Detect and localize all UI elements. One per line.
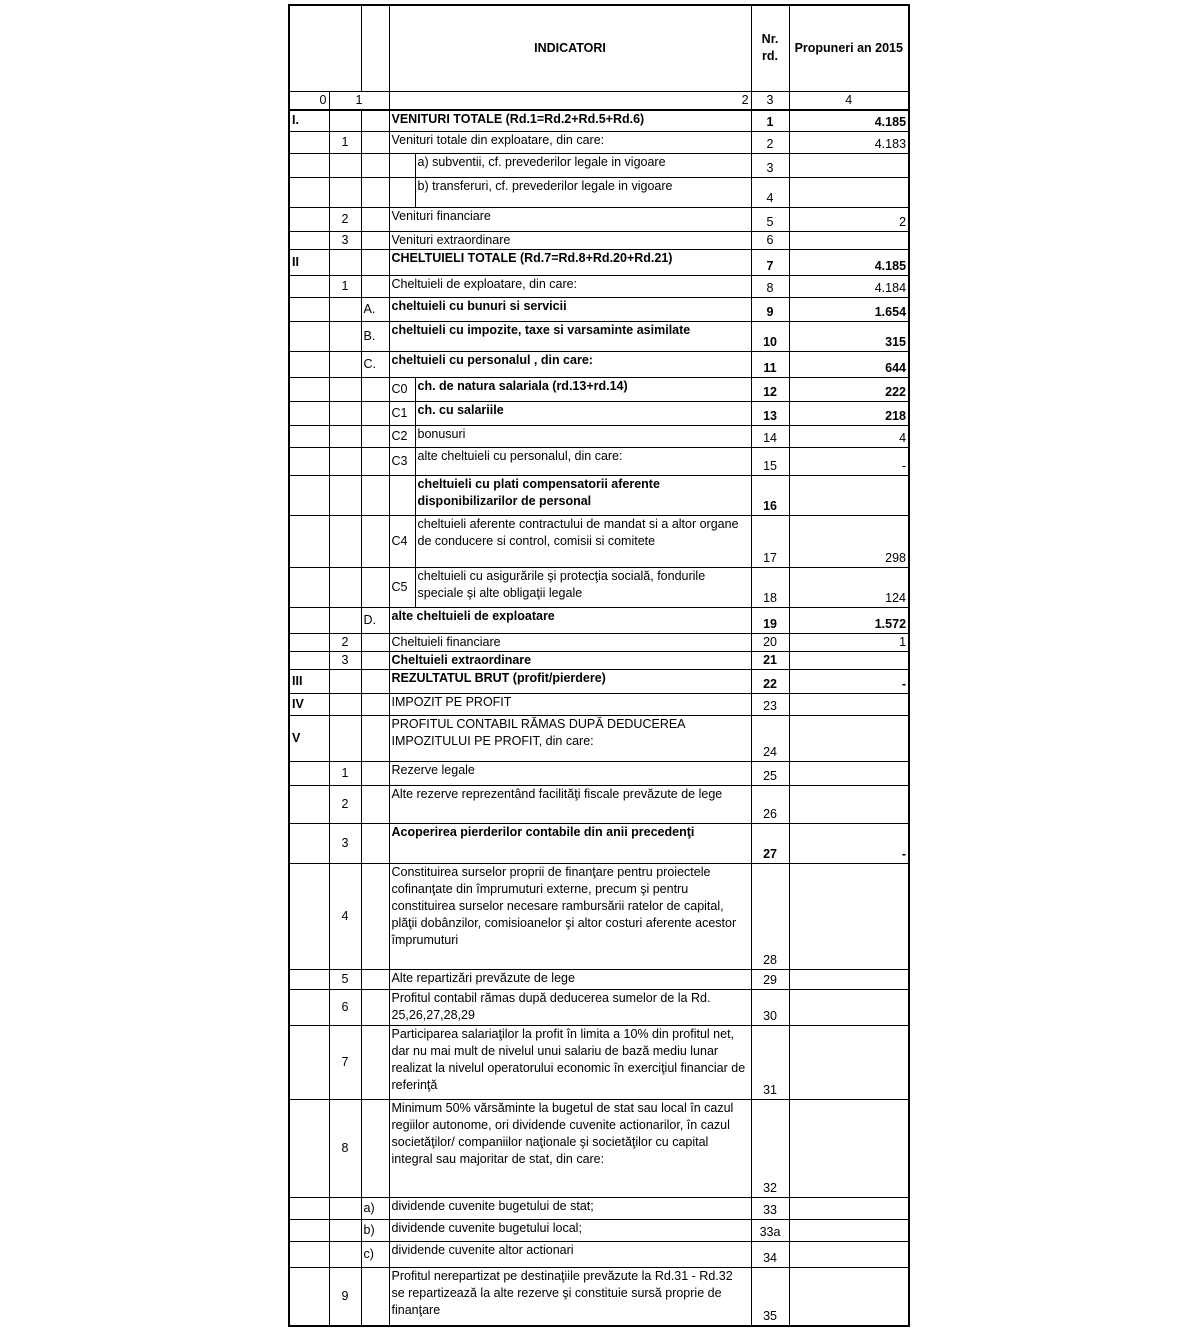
value-2015 — [789, 232, 909, 250]
section-number — [289, 276, 329, 298]
sub-code: C1 — [389, 402, 415, 426]
row-number: 8 — [751, 276, 789, 298]
item-number — [329, 322, 361, 352]
item-number — [329, 516, 361, 568]
value-2015 — [789, 1220, 909, 1242]
table-row — [289, 298, 909, 322]
row-number: 1 — [751, 110, 789, 132]
header-nr-rd: Nr. rd. — [751, 5, 789, 91]
row-number: 14 — [751, 426, 789, 448]
indicator-label: bonusuri — [415, 426, 751, 448]
sub-letter — [361, 426, 389, 448]
row-number: 5 — [751, 208, 789, 232]
table-row — [289, 694, 909, 716]
value-2015: 1.572 — [789, 608, 909, 634]
value-2015: 222 — [789, 378, 909, 402]
row-number: 35 — [751, 1268, 789, 1326]
row-number: 6 — [751, 232, 789, 250]
table-row — [289, 864, 909, 970]
row-number: 13 — [751, 402, 789, 426]
item-number — [329, 568, 361, 608]
sub-code — [389, 178, 415, 208]
indicator-label: ch. cu salariile — [415, 402, 751, 426]
row-number: 28 — [751, 864, 789, 970]
value-2015: 1 — [789, 634, 909, 652]
value-2015 — [789, 1100, 909, 1198]
section-number — [289, 634, 329, 652]
indicator-label: Venituri financiare — [389, 208, 751, 232]
row-number: 18 — [751, 568, 789, 608]
indicator-label: dividende cuvenite bugetului local; — [389, 1220, 751, 1242]
header-blank-2 — [361, 5, 389, 91]
item-number — [329, 670, 361, 694]
sub-letter — [361, 154, 389, 178]
indicator-label: cheltuieli cu plati compensatorii aferente disponibilizarilor de personal — [415, 476, 751, 516]
table-row — [289, 276, 909, 298]
table-row — [289, 250, 909, 276]
table-row — [289, 476, 909, 516]
sub-letter — [361, 990, 389, 1026]
section-number — [289, 132, 329, 154]
section-number — [289, 1242, 329, 1268]
section-number: IV — [289, 694, 329, 716]
table-row — [289, 154, 909, 178]
section-number — [289, 232, 329, 250]
indicator-label: cheltuieli aferente contractului de mandat si a altor organe de conducere si control, comisii si comitete — [415, 516, 751, 568]
section-number — [289, 1220, 329, 1242]
sub-letter — [361, 1268, 389, 1326]
value-2015 — [789, 178, 909, 208]
section-number — [289, 970, 329, 990]
value-2015: - — [789, 448, 909, 476]
section-number — [289, 786, 329, 824]
sub-code: C3 — [389, 448, 415, 476]
section-number — [289, 608, 329, 634]
table-row — [289, 232, 909, 250]
header-row — [289, 5, 909, 91]
section-number — [289, 476, 329, 516]
value-2015 — [789, 716, 909, 762]
table-row — [289, 378, 909, 402]
row-number: 21 — [751, 652, 789, 670]
sub-letter: b) — [361, 1220, 389, 1242]
item-number — [329, 476, 361, 516]
sub-letter: B. — [361, 322, 389, 352]
item-number — [329, 250, 361, 276]
sub-letter: A. — [361, 298, 389, 322]
sub-letter — [361, 232, 389, 250]
item-number: 2 — [329, 786, 361, 824]
table-row — [289, 208, 909, 232]
row-number: 17 — [751, 516, 789, 568]
section-number — [289, 824, 329, 864]
row-number: 29 — [751, 970, 789, 990]
value-2015 — [789, 864, 909, 970]
indicator-label: Venituri totale din exploatare, din care: — [389, 132, 751, 154]
table-row — [289, 1242, 909, 1268]
item-number: 9 — [329, 1268, 361, 1326]
indicator-label: REZULTATUL BRUT (profit/pierdere) — [389, 670, 751, 694]
value-2015 — [789, 786, 909, 824]
sub-letter — [361, 402, 389, 426]
table-row — [289, 824, 909, 864]
sub-letter — [361, 110, 389, 132]
row-number: 11 — [751, 352, 789, 378]
value-2015 — [789, 990, 909, 1026]
indicator-label: IMPOZIT PE PROFIT — [389, 694, 751, 716]
table-row — [289, 178, 909, 208]
value-2015 — [789, 694, 909, 716]
item-number: 3 — [329, 824, 361, 864]
indicator-label: a) subventii, cf. prevederilor legale in vigoare — [415, 154, 751, 178]
value-2015: - — [789, 670, 909, 694]
section-number: II — [289, 250, 329, 276]
item-number: 6 — [329, 990, 361, 1026]
header-propuneri: Propuneri an 2015 — [789, 5, 909, 91]
col-index-1: 1 — [329, 91, 389, 110]
sub-letter — [361, 716, 389, 762]
indicator-label: cheltuieli cu asigurările şi protecţia socială, fondurile speciale şi alte obligaţii legale — [415, 568, 751, 608]
value-2015: 298 — [789, 516, 909, 568]
section-number — [289, 568, 329, 608]
col-index-2: 2 — [389, 91, 751, 110]
value-2015: 218 — [789, 402, 909, 426]
item-number — [329, 352, 361, 378]
row-number: 20 — [751, 634, 789, 652]
table-row — [289, 516, 909, 568]
table-row — [289, 1220, 909, 1242]
row-number: 7 — [751, 250, 789, 276]
section-number — [289, 208, 329, 232]
sub-letter — [361, 568, 389, 608]
value-2015: 4.185 — [789, 110, 909, 132]
section-number — [289, 1268, 329, 1326]
row-number: 31 — [751, 1026, 789, 1100]
indicator-label: Cheltuieli financiare — [389, 634, 751, 652]
indicator-label: Cheltuieli extraordinare — [389, 652, 751, 670]
table-row — [289, 786, 909, 824]
row-number: 33a — [751, 1220, 789, 1242]
sub-letter — [361, 516, 389, 568]
indicator-label: ch. de natura salariala (rd.13+rd.14) — [415, 378, 751, 402]
value-2015: 1.654 — [789, 298, 909, 322]
row-number: 25 — [751, 762, 789, 786]
sub-code: C2 — [389, 426, 415, 448]
indicator-label: b) transferuri, cf. prevederilor legale in vigoare — [415, 178, 751, 208]
item-number: 2 — [329, 208, 361, 232]
col-index-3: 3 — [751, 91, 789, 110]
item-number — [329, 448, 361, 476]
indicator-label: cheltuieli cu impozite, taxe si varsaminte asimilate — [389, 322, 751, 352]
row-number: 23 — [751, 694, 789, 716]
table-row — [289, 990, 909, 1026]
sub-letter: C. — [361, 352, 389, 378]
item-number — [329, 378, 361, 402]
item-number — [329, 608, 361, 634]
row-number: 33 — [751, 1198, 789, 1220]
sub-letter: D. — [361, 608, 389, 634]
sub-letter: a) — [361, 1198, 389, 1220]
section-number — [289, 1026, 329, 1100]
table-row — [289, 1268, 909, 1326]
table-row — [289, 568, 909, 608]
sub-code: C5 — [389, 568, 415, 608]
table-row — [289, 448, 909, 476]
section-number — [289, 178, 329, 208]
sub-letter — [361, 250, 389, 276]
value-2015: 4 — [789, 426, 909, 448]
table-row — [289, 110, 909, 132]
value-2015: 4.183 — [789, 132, 909, 154]
table-row — [289, 352, 909, 378]
value-2015 — [789, 762, 909, 786]
section-number — [289, 864, 329, 970]
item-number — [329, 426, 361, 448]
section-number: V — [289, 716, 329, 762]
table-row — [289, 1026, 909, 1100]
value-2015: 644 — [789, 352, 909, 378]
section-number — [289, 1100, 329, 1198]
indicator-label: dividende cuvenite bugetului de stat; — [389, 1198, 751, 1220]
row-number: 15 — [751, 448, 789, 476]
value-2015 — [789, 476, 909, 516]
indicator-label: Minimum 50% vărsăminte la bugetul de stat sau local în cazul regiilor autonome, ori dividende cuvenite actionarilor, în cazul societăţilor/ companiilor naţionale şi societăţilor cu capital integral sau majoritar de stat, din care: — [389, 1100, 751, 1198]
indicator-label: Alte repartizări prevăzute de lege — [389, 970, 751, 990]
sub-letter — [361, 448, 389, 476]
sub-letter — [361, 1026, 389, 1100]
value-2015 — [789, 1268, 909, 1326]
item-number: 3 — [329, 232, 361, 250]
row-number: 26 — [751, 786, 789, 824]
section-number — [289, 352, 329, 378]
table-row — [289, 652, 909, 670]
sub-letter — [361, 652, 389, 670]
indicator-label: Cheltuieli de exploatare, din care: — [389, 276, 751, 298]
item-number: 1 — [329, 132, 361, 154]
indicator-label: Participarea salariaţilor la profit în limita a 10% din profitul net, dar nu mai mult de nivelul unui salariu de bază mediu lunar realizat la nivelul operatorului economic în exerciţiul financiar de referinţă — [389, 1026, 751, 1100]
indicator-label: Profitul contabil rămas după deducerea sumelor de la Rd. 25,26,27,28,29 — [389, 990, 751, 1026]
item-number: 7 — [329, 1026, 361, 1100]
indicator-label: alte cheltuieli cu personalul, din care: — [415, 448, 751, 476]
col-index-4: 4 — [789, 91, 909, 110]
sub-letter — [361, 132, 389, 154]
item-number — [329, 1198, 361, 1220]
budget-table — [288, 4, 910, 1327]
row-number: 16 — [751, 476, 789, 516]
section-number — [289, 378, 329, 402]
section-number — [289, 426, 329, 448]
value-2015 — [789, 154, 909, 178]
item-number — [329, 1220, 361, 1242]
header-blank-1 — [329, 5, 361, 91]
indicator-label: cheltuieli cu personalul , din care: — [389, 352, 751, 378]
value-2015 — [789, 1026, 909, 1100]
value-2015: 4.184 — [789, 276, 909, 298]
item-number — [329, 154, 361, 178]
row-number: 2 — [751, 132, 789, 154]
indicator-label: alte cheltuieli de exploatare — [389, 608, 751, 634]
row-number: 3 — [751, 154, 789, 178]
row-number: 4 — [751, 178, 789, 208]
item-number: 1 — [329, 762, 361, 786]
sub-code — [389, 154, 415, 178]
item-number: 4 — [329, 864, 361, 970]
sub-letter — [361, 276, 389, 298]
row-number: 32 — [751, 1100, 789, 1198]
item-number: 8 — [329, 1100, 361, 1198]
item-number — [329, 1242, 361, 1268]
row-number: 9 — [751, 298, 789, 322]
section-number — [289, 448, 329, 476]
section-number — [289, 990, 329, 1026]
column-index-row — [289, 91, 909, 110]
header-indicatori: INDICATORI — [389, 5, 751, 91]
table-row — [289, 1198, 909, 1220]
section-number — [289, 516, 329, 568]
section-number — [289, 762, 329, 786]
table-row — [289, 670, 909, 694]
row-number: 12 — [751, 378, 789, 402]
indicator-label: PROFITUL CONTABIL RĂMAS DUPĂ DEDUCEREA IMPOZITULUI PE PROFIT, din care: — [389, 716, 751, 762]
indicator-label: cheltuieli cu bunuri si servicii — [389, 298, 751, 322]
sub-letter — [361, 178, 389, 208]
item-number — [329, 178, 361, 208]
indicator-label: Profitul nerepartizat pe destinaţiile prevăzute la Rd.31 - Rd.32 se repartizează la alte rezerve şi constituie sursă proprie de finanţare — [389, 1268, 751, 1326]
sub-letter — [361, 970, 389, 990]
table-row — [289, 608, 909, 634]
section-number — [289, 402, 329, 426]
table-row — [289, 132, 909, 154]
sub-letter — [361, 1100, 389, 1198]
header-blank-0 — [289, 5, 329, 91]
sub-letter — [361, 634, 389, 652]
sub-letter — [361, 864, 389, 970]
value-2015 — [789, 1198, 909, 1220]
section-number: III — [289, 670, 329, 694]
sub-letter: c) — [361, 1242, 389, 1268]
row-number: 22 — [751, 670, 789, 694]
section-number — [289, 322, 329, 352]
indicator-label: CHELTUIELI TOTALE (Rd.7=Rd.8+Rd.20+Rd.21) — [389, 250, 751, 276]
table-row — [289, 970, 909, 990]
indicator-label: Venituri extraordinare — [389, 232, 751, 250]
item-number: 2 — [329, 634, 361, 652]
sub-letter — [361, 694, 389, 716]
col-index-0: 0 — [289, 91, 329, 110]
indicator-label: Alte rezerve reprezentând facilităţi fiscale prevăzute de lege — [389, 786, 751, 824]
value-2015: - — [789, 824, 909, 864]
table-row — [289, 1100, 909, 1198]
table-row — [289, 762, 909, 786]
sub-letter — [361, 824, 389, 864]
item-number — [329, 694, 361, 716]
row-number: 27 — [751, 824, 789, 864]
row-number: 30 — [751, 990, 789, 1026]
value-2015 — [789, 970, 909, 990]
sub-code — [389, 476, 415, 516]
section-number — [289, 154, 329, 178]
table-row — [289, 716, 909, 762]
sub-letter — [361, 378, 389, 402]
row-number: 34 — [751, 1242, 789, 1268]
table-row — [289, 426, 909, 448]
indicator-label: Rezerve legale — [389, 762, 751, 786]
section-number — [289, 1198, 329, 1220]
indicator-label: VENITURI TOTALE (Rd.1=Rd.2+Rd.5+Rd.6) — [389, 110, 751, 132]
sub-letter — [361, 786, 389, 824]
section-number — [289, 298, 329, 322]
item-number — [329, 402, 361, 426]
value-2015: 4.185 — [789, 250, 909, 276]
row-number: 19 — [751, 608, 789, 634]
indicator-label: dividende cuvenite altor actionari — [389, 1242, 751, 1268]
sub-letter — [361, 762, 389, 786]
table-row — [289, 402, 909, 426]
indicator-label: Acoperirea pierderilor contabile din anii precedenţi — [389, 824, 751, 864]
sub-letter — [361, 476, 389, 516]
item-number — [329, 716, 361, 762]
row-number: 10 — [751, 322, 789, 352]
indicator-label: Constituirea surselor proprii de finanţare pentru proiectele cofinanţate din împrumuturi externe, precum şi pentru constituirea surselor necesare rambursării ratelor de capital, plăţii dobânzilor, comisioanelor şi altor costuri aferente acestor împrumuturi — [389, 864, 751, 970]
sub-code: C4 — [389, 516, 415, 568]
item-number — [329, 110, 361, 132]
value-2015 — [789, 1242, 909, 1268]
item-number: 3 — [329, 652, 361, 670]
item-number — [329, 298, 361, 322]
row-number: 24 — [751, 716, 789, 762]
value-2015: 315 — [789, 322, 909, 352]
sub-code: C0 — [389, 378, 415, 402]
sub-letter — [361, 670, 389, 694]
value-2015 — [789, 652, 909, 670]
section-number — [289, 652, 329, 670]
sub-letter — [361, 208, 389, 232]
section-number: I. — [289, 110, 329, 132]
value-2015: 2 — [789, 208, 909, 232]
item-number: 1 — [329, 276, 361, 298]
table-row — [289, 634, 909, 652]
value-2015: 124 — [789, 568, 909, 608]
table-row — [289, 322, 909, 352]
item-number: 5 — [329, 970, 361, 990]
